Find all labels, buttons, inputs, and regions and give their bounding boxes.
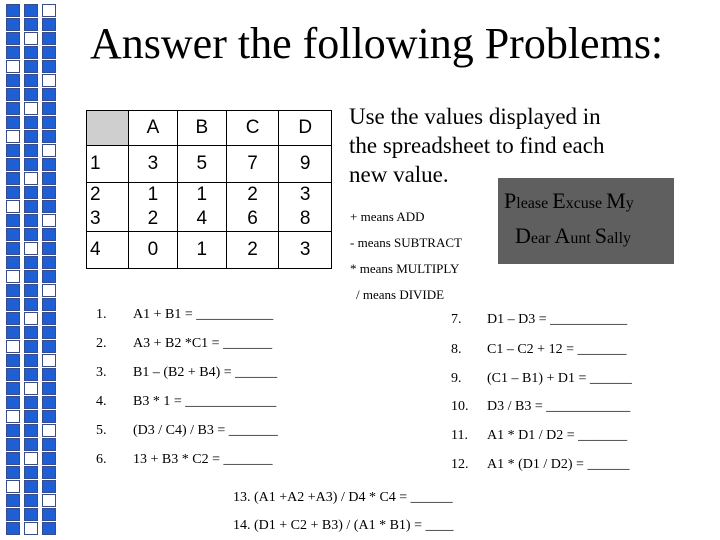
row-header-4: 4 <box>87 232 129 269</box>
sidebar-square <box>42 424 56 437</box>
cell-a4: 0 <box>129 232 178 269</box>
operator-add: + means ADD <box>350 209 425 224</box>
problem-9: 9. (C1 – B1) + D1 = ______ <box>451 371 632 386</box>
sidebar-square <box>6 256 20 269</box>
sidebar-square <box>6 284 20 297</box>
spreadsheet-table <box>86 110 332 269</box>
sidebar-square <box>24 354 38 367</box>
operator-multiply: * means MULTIPLY <box>350 261 460 276</box>
sidebar-square <box>6 200 20 213</box>
sidebar-square <box>24 396 38 409</box>
sidebar-square <box>6 158 20 171</box>
sidebar-square <box>24 116 38 129</box>
sidebar-square <box>6 228 20 241</box>
sidebar-square <box>42 452 56 465</box>
sidebar-square <box>42 200 56 213</box>
problem-4: 4. B3 * 1 = _____________ <box>96 394 277 409</box>
problem-6: 6. 13 + B3 * C2 = _______ <box>96 452 273 467</box>
sidebar-square <box>6 466 20 479</box>
sidebar-square <box>42 368 56 381</box>
sidebar-square <box>6 354 20 367</box>
cells-d2-d3 <box>279 183 332 232</box>
sidebar-square <box>6 382 20 395</box>
sidebar-square <box>6 452 20 465</box>
sidebar-square <box>42 466 56 479</box>
cell-b4: 1 <box>177 232 226 269</box>
cell-c3: 6 <box>247 208 258 229</box>
sidebar-square <box>24 424 38 437</box>
sidebar-square <box>24 102 38 115</box>
sidebar-square <box>24 18 38 31</box>
sidebar-square <box>42 438 56 451</box>
sidebar-square <box>24 466 38 479</box>
cell-c4: 2 <box>226 232 279 269</box>
sidebar-square <box>6 424 20 437</box>
sidebar-square <box>24 480 38 493</box>
instructions-text <box>349 102 604 189</box>
sidebar-square <box>6 186 20 199</box>
spreadsheet-corner-cell <box>87 111 129 146</box>
sidebar-square <box>6 60 20 73</box>
sidebar-square <box>24 214 38 227</box>
sidebar-square <box>42 312 56 325</box>
sidebar-square <box>42 46 56 59</box>
sidebar-square <box>42 214 56 227</box>
page-title: Answer the following Problems: <box>90 19 664 68</box>
instructions-line-2: the spreadsheet to find each <box>349 133 605 158</box>
mnemonic-line-2: Dear Aunt Sally <box>515 223 632 248</box>
problem-1: 1. A1 + B1 = ___________ <box>96 307 274 322</box>
sidebar-square <box>24 88 38 101</box>
sidebar-square <box>42 158 56 171</box>
sidebar-square <box>42 270 56 283</box>
sidebar-square <box>6 172 20 185</box>
sidebar-square <box>42 18 56 31</box>
sidebar-square <box>24 32 38 45</box>
sidebar-square <box>24 4 38 17</box>
sidebar-square <box>6 326 20 339</box>
sidebar-square <box>6 270 20 283</box>
sidebar-square <box>6 46 20 59</box>
sidebar-square <box>42 326 56 339</box>
sidebar-square <box>6 522 20 535</box>
row-header-1: 1 <box>87 146 129 183</box>
sidebar-square <box>42 298 56 311</box>
problem-14: 14. (D1 + C2 + B3) / (A1 * B1) = ____ <box>233 518 454 533</box>
sidebar-square <box>24 228 38 241</box>
sidebar-square <box>6 116 20 129</box>
cell-d2: 3 <box>299 184 311 205</box>
row-header-3: 3 <box>90 208 101 229</box>
problem-13: 13. (A1 +A2 +A3) / D4 * C4 = ______ <box>233 490 453 505</box>
sidebar-square <box>42 186 56 199</box>
spreadsheet-row-4 <box>87 232 332 269</box>
sidebar-square <box>24 368 38 381</box>
sidebar-square <box>24 522 38 535</box>
sidebar-square <box>6 368 20 381</box>
sidebar-square <box>42 522 56 535</box>
sidebar-square <box>42 144 56 157</box>
cell-a1: 3 <box>129 146 178 183</box>
problem-12: 12. A1 * (D1 / D2) = ______ <box>451 457 630 472</box>
sidebar-square <box>24 382 38 395</box>
instructions-line-3: new value. <box>349 162 449 187</box>
cell-d4: 3 <box>279 232 332 269</box>
problem-2: 2. A3 + B2 *C1 = _______ <box>96 336 273 351</box>
mnemonic-line-1: Please Excuse My <box>504 188 634 213</box>
cell-c1: 7 <box>226 146 279 183</box>
sidebar-square <box>24 326 38 339</box>
sidebar-square <box>6 340 20 353</box>
sidebar-square <box>24 186 38 199</box>
sidebar-square <box>24 74 38 87</box>
sidebar-square <box>6 312 20 325</box>
sidebar-square <box>24 340 38 353</box>
sidebar-square <box>42 340 56 353</box>
sidebar-square <box>42 242 56 255</box>
cell-a3: 2 <box>147 208 159 229</box>
sidebar-square <box>6 88 20 101</box>
instructions-line-1: Use the values displayed in <box>349 104 601 129</box>
problem-11: 11. A1 * D1 / D2 = _______ <box>451 428 628 443</box>
cell-d1: 9 <box>279 146 332 183</box>
spreadsheet-header-row <box>87 111 332 146</box>
sidebar-square <box>6 18 20 31</box>
sidebar-square <box>42 480 56 493</box>
column-header-a: A <box>129 111 178 146</box>
sidebar-square <box>6 480 20 493</box>
sidebar-square <box>24 130 38 143</box>
sidebar-square <box>6 494 20 507</box>
cell-c2: 2 <box>247 184 258 205</box>
sidebar-square <box>6 130 20 143</box>
spreadsheet-row-2-3 <box>87 183 332 232</box>
operator-subtract: - means SUBTRACT <box>350 235 462 250</box>
sidebar-square <box>24 256 38 269</box>
cell-b1: 5 <box>177 146 226 183</box>
sidebar-square <box>24 494 38 507</box>
sidebar-square <box>24 284 38 297</box>
row-header-2: 2 <box>90 184 101 205</box>
sidebar-square <box>6 242 20 255</box>
sidebar-square <box>6 102 20 115</box>
problem-10: 10. D3 / B3 = ____________ <box>451 399 631 414</box>
cells-b2-b3 <box>177 183 226 232</box>
sidebar-square <box>6 144 20 157</box>
decorative-sidebar <box>0 0 62 540</box>
sidebar-square <box>42 396 56 409</box>
sidebar-square <box>6 438 20 451</box>
sidebar-square <box>6 508 20 521</box>
sidebar-square <box>6 74 20 87</box>
row-header-2-3 <box>87 183 129 232</box>
sidebar-square <box>42 172 56 185</box>
sidebar-square <box>24 242 38 255</box>
sidebar-square <box>42 256 56 269</box>
sidebar-square <box>24 144 38 157</box>
sidebar-square <box>42 382 56 395</box>
sidebar-square <box>6 410 20 423</box>
sidebar-square <box>24 270 38 283</box>
sidebar-square <box>24 298 38 311</box>
sidebar-square <box>42 494 56 507</box>
sidebar-square <box>42 228 56 241</box>
sidebar-square <box>24 46 38 59</box>
sidebar-square <box>42 4 56 17</box>
sidebar-square <box>6 32 20 45</box>
sidebar-square <box>42 60 56 73</box>
sidebar-square <box>42 102 56 115</box>
cells-c2-c3 <box>226 183 279 232</box>
sidebar-square <box>42 88 56 101</box>
sidebar-square <box>6 396 20 409</box>
column-header-d: D <box>279 111 332 146</box>
column-header-b: B <box>177 111 226 146</box>
cell-a2: 1 <box>147 184 159 205</box>
sidebar-square <box>6 4 20 17</box>
column-header-c: C <box>226 111 279 146</box>
sidebar-square <box>42 74 56 87</box>
cell-d3: 8 <box>299 208 311 229</box>
sidebar-square <box>24 200 38 213</box>
sidebar-square <box>42 130 56 143</box>
cell-b2: 1 <box>196 184 208 205</box>
sidebar-square <box>24 438 38 451</box>
sidebar-square <box>6 298 20 311</box>
sidebar-square <box>6 214 20 227</box>
mnemonic-box <box>498 178 674 264</box>
sidebar-square <box>42 354 56 367</box>
cell-b3: 4 <box>196 208 208 229</box>
sidebar-square <box>24 508 38 521</box>
problem-5: 5. (D3 / C4) / B3 = _______ <box>96 423 278 438</box>
sidebar-square <box>24 312 38 325</box>
operator-divide: / means DIVIDE <box>356 287 445 302</box>
sidebar-square <box>24 158 38 171</box>
sidebar-square <box>24 410 38 423</box>
spreadsheet-row-1 <box>87 146 332 183</box>
sidebar-square <box>42 32 56 45</box>
sidebar-square <box>42 410 56 423</box>
problem-7: 7. D1 – D3 = ___________ <box>451 312 628 327</box>
sidebar-square <box>24 172 38 185</box>
sidebar-square <box>42 508 56 521</box>
cells-a2-a3 <box>129 183 178 232</box>
sidebar-square <box>24 60 38 73</box>
sidebar-square <box>24 452 38 465</box>
problem-8: 8. C1 – C2 + 12 = _______ <box>451 342 627 357</box>
sidebar-square <box>42 116 56 129</box>
problem-3: 3. B1 – (B2 + B4) = ______ <box>96 365 278 380</box>
sidebar-square <box>42 284 56 297</box>
